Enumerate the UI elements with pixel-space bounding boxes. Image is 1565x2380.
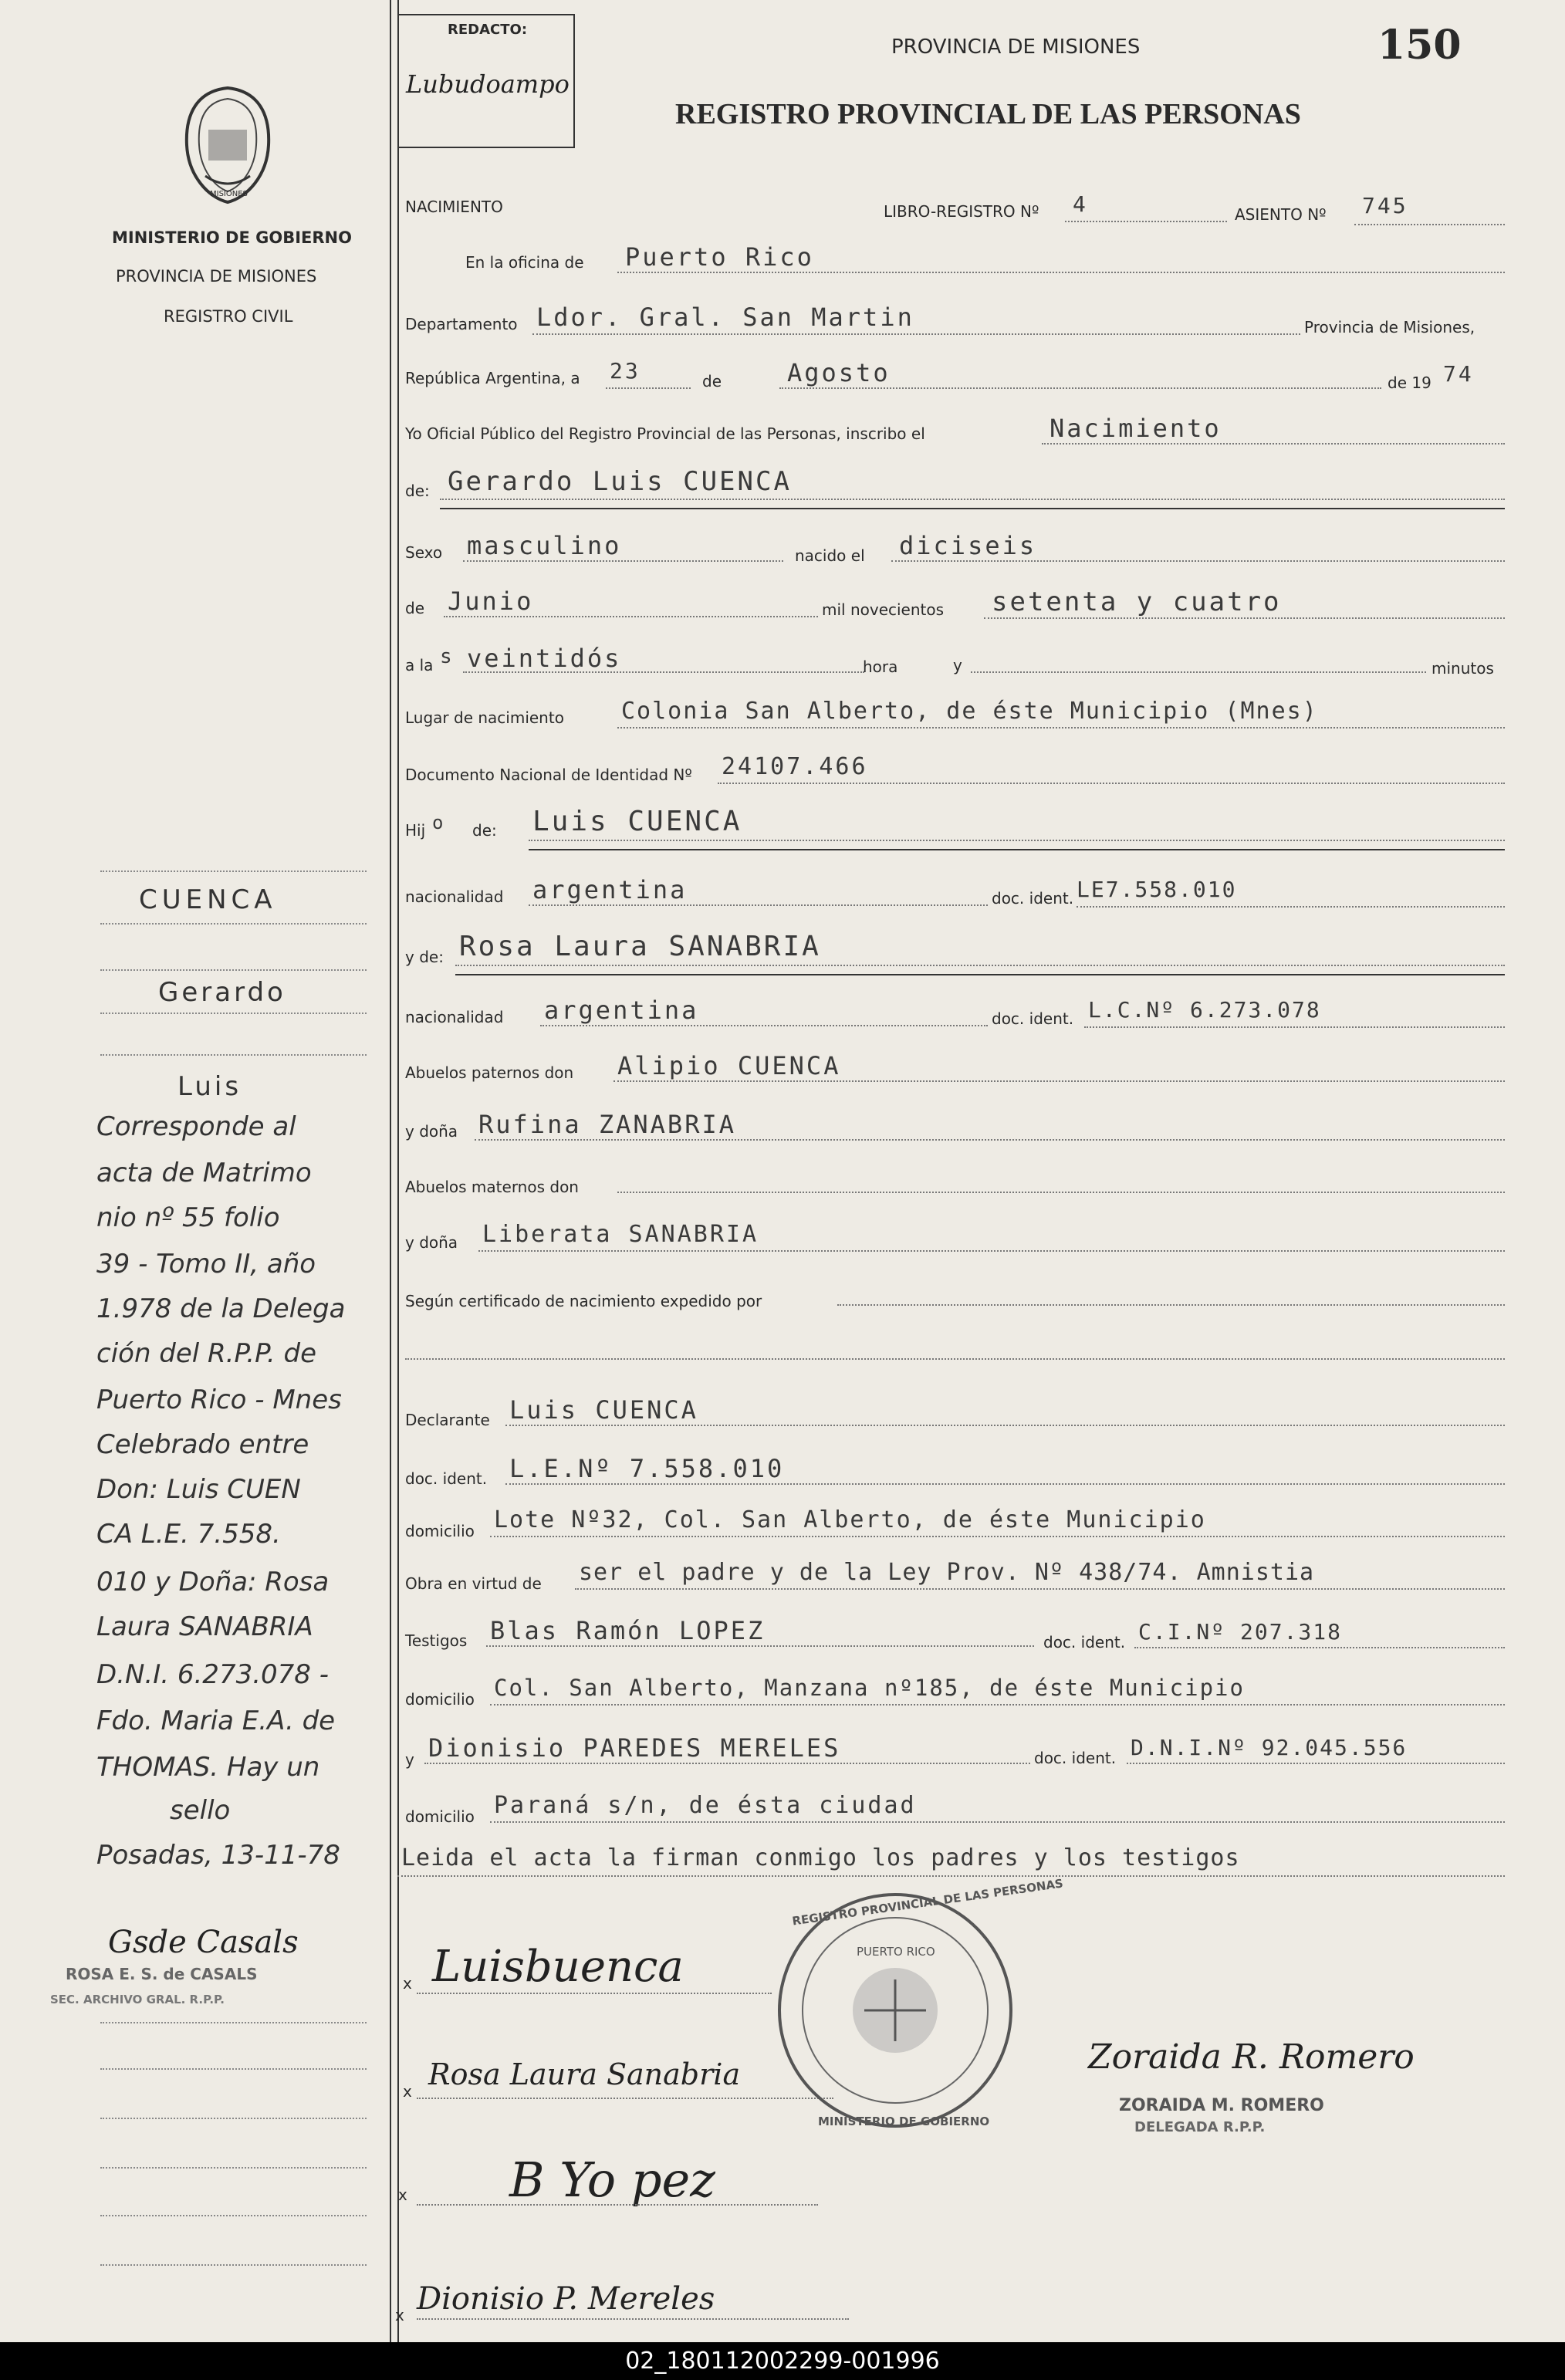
margin-note-11: Laura SANABRIA — [96, 1611, 313, 1642]
nac1-label: nacionalidad — [405, 887, 504, 906]
abuela-p-value: Rufina ZANABRIA — [478, 1110, 736, 1139]
abuelo-p-value: Alipio CUENCA — [617, 1051, 841, 1080]
margin-note-0: Corresponde al — [96, 1111, 296, 1142]
abuelos-p-label: Abuelos paternos don — [405, 1063, 574, 1082]
page-number: 150 — [1377, 22, 1462, 69]
declarante-label: Declarante — [405, 1411, 490, 1429]
sig1-x: x — [403, 1974, 412, 1993]
sexo-value: masculino — [467, 531, 622, 560]
doct2-value: D.N.I.Nº 92.045.556 — [1131, 1735, 1408, 1760]
margin-note-3: 39 - Tomo II, año — [96, 1249, 316, 1280]
y-label: y — [953, 656, 962, 674]
domicilio1-label: domicilio — [405, 1522, 475, 1540]
doct2-label: doc. ident. — [1034, 1749, 1117, 1767]
margin-stamp-line2: SEC. ARCHIVO GRAL. R.P.P. — [50, 1993, 225, 2006]
redacto-signature: Lubudoampo — [406, 69, 570, 99]
hora-value: veintidós — [467, 644, 622, 673]
margin-second-name: Luis — [177, 1071, 242, 1102]
declarante-value: Luis CUENCA — [509, 1395, 698, 1425]
abuela-m-value: Liberata SANABRIA — [482, 1221, 759, 1248]
ydona2-label: y doña — [405, 1233, 458, 1252]
father-value: Luis CUENCA — [532, 806, 742, 837]
doc2-label: doc. ident. — [992, 1009, 1074, 1028]
testigos-label: Testigos — [405, 1631, 468, 1650]
lugar-label: Lugar de nacimiento — [405, 708, 564, 727]
doc1-value: LE7.558.010 — [1077, 877, 1237, 902]
yo-label: Yo Oficial Público del Registro Provincial de las Personas, inscribo el — [405, 424, 925, 443]
departamento-label: Departamento — [405, 315, 518, 333]
image-id-footer: 02_180112002299-001996 — [0, 2342, 1565, 2380]
nacido-value: diciseis — [899, 531, 1037, 560]
libro-label: LIBRO-REGISTRO Nº — [884, 202, 1039, 221]
day-value: 23 — [610, 358, 641, 384]
hijo-label-b: de: — [472, 821, 497, 840]
margin-note-10: 010 y Doña: Rosa — [96, 1567, 330, 1597]
year-value: 74 — [1443, 361, 1474, 387]
margin-note-14: THOMAS. Hay un — [96, 1752, 320, 1783]
doc1-label: doc. ident. — [992, 889, 1074, 908]
margin-note-1: acta de Matrimo — [96, 1158, 312, 1188]
mother-value: Rosa Laura SANABRIA — [459, 931, 821, 962]
margin-surname: CUENCA — [139, 884, 277, 915]
oficina-label: En la oficina de — [465, 253, 584, 272]
de3-label: de — [405, 599, 424, 617]
hijo-label-a: Hij — [405, 821, 426, 840]
civil-registry-label: REGISTRO CIVIL — [164, 307, 293, 326]
republica-label: República Argentina, a — [405, 369, 580, 387]
month-value: Agosto — [787, 358, 891, 387]
dni-value: 24107.466 — [722, 753, 868, 780]
sig4-x: x — [395, 2306, 404, 2324]
testigo2-value: Dionisio PAREDES MERELES — [428, 1733, 841, 1763]
nac1-value: argentina — [532, 875, 688, 904]
margin-note-5: ción del R.P.P. de — [96, 1338, 317, 1369]
witness2-signature: Dionisio P. Mereles — [417, 2281, 715, 2317]
domicilio2-label: domicilio — [405, 1690, 475, 1709]
de-label: de — [702, 372, 722, 390]
seal-caption: MISIONES — [210, 190, 248, 198]
year-label: de 19 — [1388, 374, 1431, 392]
declarante-signature: Luisbuenca — [432, 1942, 684, 1992]
margin-divider-right — [397, 0, 399, 2342]
abuelos-m-label: Abuelos maternos don — [405, 1178, 579, 1196]
nacido-label: nacido el — [795, 546, 865, 565]
ministry-province-label: PROVINCIA DE MISIONES — [116, 267, 317, 286]
mil-label: mil novecientos — [822, 600, 945, 619]
margin-stamp-line1: ROSA E. S. de CASALS — [66, 1965, 258, 1983]
doct1-label: doc. ident. — [1043, 1633, 1126, 1651]
ydona1-label: y doña — [405, 1122, 458, 1141]
testigo1-value: Blas Ramón LOPEZ — [490, 1616, 766, 1645]
libro-value: 4 — [1073, 191, 1088, 217]
doc2-value: L.C.Nº 6.273.078 — [1088, 997, 1321, 1023]
stamp-bottom: MINISTERIO DE GOBIERNO — [818, 2115, 990, 2128]
birth-month: Junio — [448, 587, 534, 616]
margin-note-9: CA L.E. 7.558. — [96, 1519, 281, 1550]
sexo-label: Sexo — [405, 543, 443, 562]
margin-first-name: Gerardo — [158, 977, 286, 1008]
obra-label: Obra en virtud de — [405, 1574, 542, 1593]
nac2-label: nacionalidad — [405, 1008, 504, 1026]
yde-label: y de: — [405, 948, 444, 966]
de2-label: de: — [405, 482, 430, 500]
dni-label: Documento Nacional de Identidad Nº — [405, 766, 692, 784]
obra-value: ser el padre y de la Ley Prov. Nº 438/74. Amnistia — [579, 1559, 1315, 1586]
hora-label: hora — [863, 658, 898, 676]
hijo-o: o — [432, 812, 446, 833]
asiento-value: 745 — [1362, 193, 1408, 218]
margin-note-2: nio nº 55 folio — [96, 1202, 280, 1233]
oficina-value: Puerto Rico — [625, 242, 814, 272]
yo-value: Nacimiento — [1050, 414, 1222, 443]
margin-note-16: Posadas, 13-11-78 — [96, 1840, 340, 1871]
nac2-value: argentina — [544, 996, 699, 1025]
sig2-x: x — [403, 2082, 412, 2101]
sig3-x: x — [398, 2186, 407, 2204]
official-title: DELEGADA R.P.P. — [1134, 2119, 1266, 2135]
mother-signature: Rosa Laura Sanabria — [428, 2057, 741, 2091]
margin-note-8: Don: Luis CUEN — [96, 1474, 301, 1505]
segun-label: Según certificado de nacimiento expedido por — [405, 1292, 762, 1310]
provincia-suffix: Provincia de Misiones, — [1304, 318, 1475, 336]
departamento-value: Ldor. Gral. San Martin — [536, 303, 914, 332]
coat-of-arms-seal — [177, 83, 278, 207]
lugar-value: Colonia San Alberto, de éste Municipio (Mnes) — [621, 698, 1318, 725]
margin-signature: Gsde Casals — [108, 1925, 299, 1960]
page-title: REGISTRO PROVINCIAL DE LAS PERSONAS — [675, 98, 1301, 130]
margin-note-15: sello — [170, 1795, 231, 1826]
doct1-value: C.I.Nº 207.318 — [1138, 1619, 1343, 1645]
nacimiento-label: NACIMIENTO — [405, 198, 503, 216]
official-name: ZORAIDA M. ROMERO — [1119, 2096, 1324, 2115]
domicilio3-label: domicilio — [405, 1807, 475, 1826]
margin-note-7: Celebrado entre — [96, 1429, 309, 1460]
province-header: PROVINCIA DE MISIONES — [891, 35, 1141, 59]
domicilio1-value: Lote Nº32, Col. San Alberto, de éste Municipio — [494, 1506, 1206, 1533]
margin-note-6: Puerto Rico - Mnes — [96, 1384, 342, 1415]
docdecl-value: L.E.Nº 7.558.010 — [509, 1454, 785, 1483]
minutos-label: minutos — [1431, 659, 1494, 678]
y2-label: y — [405, 1750, 414, 1769]
domicilio2-value: Col. San Alberto, Manzana nº185, de éste Municipio — [494, 1675, 1245, 1701]
alas-label: a la — [405, 656, 434, 674]
asiento-label: ASIENTO Nº — [1235, 205, 1327, 224]
stamp-text: REGISTRO PROVINCIAL DE LAS PERSONAS — [791, 1876, 1064, 1929]
margin-note-13: Fdo. Maria E.A. de — [96, 1706, 336, 1736]
redacto-label: REDACTO: — [448, 22, 528, 38]
docdecl-label: doc. ident. — [405, 1469, 488, 1488]
margin-note-4: 1.978 de la Delega — [96, 1293, 346, 1324]
birth-year-words: setenta y cuatro — [992, 587, 1282, 617]
ministry-label: MINISTERIO DE GOBIERNO — [112, 228, 352, 247]
witness1-signature: B Yo pez — [509, 2152, 715, 2208]
stamp-inner: PUERTO RICO — [857, 1945, 935, 1959]
official-signature: Zoraida R. Romero — [1088, 2037, 1415, 2077]
margin-note-12: D.N.I. 6.273.078 - — [96, 1659, 329, 1690]
alas-s: s — [440, 645, 455, 668]
margin-divider-left — [390, 0, 391, 2342]
name-value: Gerardo Luis CUENCA — [448, 466, 792, 497]
leida-value: Leida el acta la firman conmigo los padres y los testigos — [401, 1844, 1240, 1871]
domicilio3-value: Paraná s/n, de ésta ciudad — [494, 1792, 917, 1819]
